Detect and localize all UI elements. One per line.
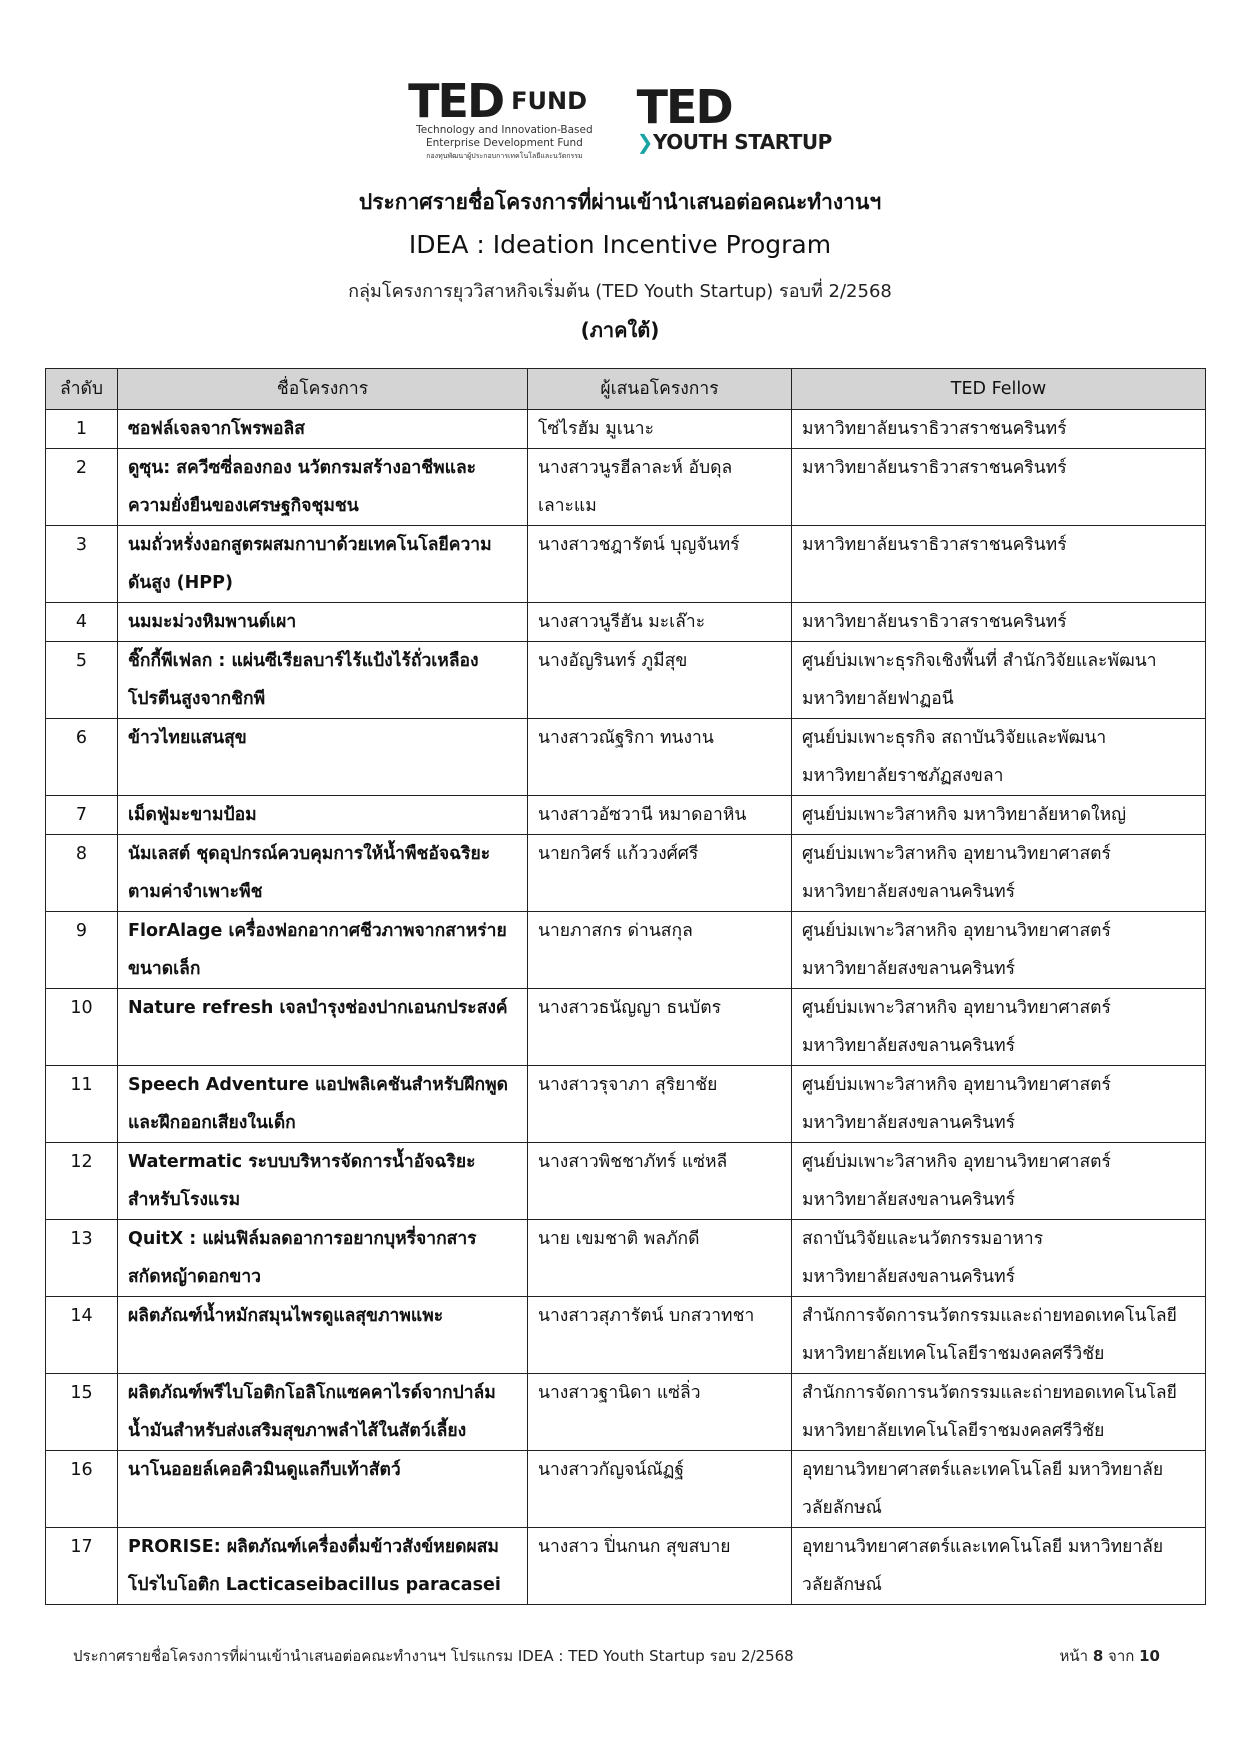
proposer-name-cell [528, 1528, 792, 1605]
proposer-name-line: นายกวิศร์ แก้ววงศ์ศรี [538, 844, 699, 864]
project-name-cell [118, 410, 528, 449]
proposer-name-cell [528, 449, 792, 526]
fellow-institution-line: ศูนย์บ่มเพาะวิสาหกิจ อุทยานวิทยาศาสตร์ [802, 921, 1111, 941]
fellow-institution-line: มหาวิทยาลัยเทคโนโลยีราชมงคลศรีวิชัย [802, 1344, 1105, 1364]
fellow-institution-line: อุทยานวิทยาศาสตร์และเทคโนโลยี มหาวิทยาลัย [802, 1537, 1164, 1557]
project-name-cell [118, 603, 528, 642]
proposer-name-cell [528, 410, 792, 449]
project-name-line: ตามค่าจำเพาะพืช [128, 882, 263, 902]
fellow-institution-line: ศูนย์บ่มเพาะวิสาหกิจ มหาวิทยาลัยหาดใหญ่ [802, 805, 1127, 825]
fellow-institution-cell [792, 1528, 1206, 1605]
fellow-institution-line: วลัยลักษณ์ [802, 1575, 882, 1595]
proposer-name-cell [528, 719, 792, 796]
fellow-institution-line: อุทยานวิทยาศาสตร์และเทคโนโลยี มหาวิทยาลัย [802, 1460, 1164, 1480]
project-name-line: QuitX : แผ่นฟิล์มลดอาการอยากบุหรี่จากสาร [128, 1229, 477, 1249]
fellow-institution-cell [792, 1374, 1206, 1451]
table-row [46, 1143, 1206, 1220]
fellow-institution-cell [792, 989, 1206, 1066]
fellow-institution-line: มหาวิทยาลัยเทคโนโลยีราชมงคลศรีวิชัย [802, 1421, 1105, 1441]
table-row [46, 603, 1206, 642]
table-row [46, 796, 1206, 835]
project-name-line: ขนาดเล็ก [128, 959, 201, 979]
proposer-name-cell [528, 1297, 792, 1374]
project-name-cell [118, 1066, 528, 1143]
fellow-institution-line: มหาวิทยาลัยสงขลานครินทร์ [802, 1036, 1016, 1056]
proposer-name-line: เลาะแม [538, 496, 597, 516]
page-indicator [1059, 1644, 1160, 1668]
ted-fund-word: FUND [511, 87, 588, 115]
table-row [46, 835, 1206, 912]
proposer-name-cell [528, 1451, 792, 1528]
column-header-proposer: ผู้เสนอโครงการ [528, 369, 792, 410]
proposer-name-line: นางสาวณัฐริกา ทนงาน [538, 728, 714, 748]
project-name-line: Watermatic ระบบบริหารจัดการน้ำอัจฉริยะ [128, 1152, 476, 1172]
page-total: 10 [1139, 1647, 1160, 1665]
proposer-name-line: นางสาวนูรฮีลาละห์ อับดุล [538, 458, 733, 478]
project-name-cell [118, 989, 528, 1066]
fellow-institution-line: ศูนย์บ่มเพาะวิสาหกิจ อุทยานวิทยาศาสตร์ [802, 998, 1111, 1018]
fellow-institution-line: มหาวิทยาลัยสงขลานครินทร์ [802, 959, 1016, 979]
fellow-institution-cell [792, 642, 1206, 719]
fellow-institution-line: สถาบันวิจัยและนวัตกรรมอาหาร [802, 1229, 1044, 1249]
ted-fund-logo [408, 74, 593, 163]
proposer-name-cell [528, 1143, 792, 1220]
table-row [46, 1297, 1206, 1374]
project-name-line: ชิ๊กกี้พีเฟลก : แผ่นซีเรียลบาร์ไร้แป้งไร้ถั่วเหลือง [128, 651, 479, 671]
project-name-cell [118, 1220, 528, 1297]
fellow-institution-cell [792, 1297, 1206, 1374]
project-name-line: นมถั่วหรั่งงอกสูตรผสมกาบาด้วยเทคโนโลยีความ [128, 535, 492, 555]
ted-youth-startup-logo [636, 80, 832, 154]
projects-table [45, 368, 1206, 1605]
proposer-name-line: นางสาว ปิ่นกนก สุขสบาย [538, 1537, 731, 1557]
table-row [46, 1220, 1206, 1297]
project-name-line: สำหรับโรงแรม [128, 1190, 241, 1210]
project-name-line: ความยั่งยืนของเศรษฐกิจชุมชน [128, 496, 359, 516]
announcement-title: ประกาศรายชื่อโครงการที่ผ่านเข้านำเสนอต่อคณะทำงานฯ [358, 190, 882, 214]
fellow-institution-line: มหาวิทยาลัยนราธิวาสราชนครินทร์ [802, 612, 1067, 632]
fellow-institution-line: มหาวิทยาลัยสงขลานครินทร์ [802, 1267, 1016, 1287]
project-name-line: นาโนออยล์เคอคิวมินดูแลกีบเท้าสัตว์ [128, 1460, 401, 1480]
proposer-name-line: นางสาวฐานิดา แซ่ลิ่ว [538, 1383, 701, 1403]
table-row [46, 912, 1206, 989]
row-number: 10 [46, 989, 118, 1066]
row-number: 4 [46, 603, 118, 642]
fellow-institution-line: ศูนย์บ่มเพาะวิสาหกิจ อุทยานวิทยาศาสตร์ [802, 844, 1111, 864]
proposer-name-line: นางสาวรุจาภา สุริยาชัย [538, 1075, 718, 1095]
project-name-line: ดันสูง (HPP) [128, 573, 233, 593]
table-row [46, 1528, 1206, 1605]
row-number: 14 [46, 1297, 118, 1374]
proposer-name-cell [528, 912, 792, 989]
row-number: 8 [46, 835, 118, 912]
fellow-institution-cell [792, 603, 1206, 642]
fellow-institution-line: มหาวิทยาลัยสงขลานครินทร์ [802, 882, 1016, 902]
fellow-institution-line: มหาวิทยาลัยนราธิวาสราชนครินทร์ [802, 535, 1067, 555]
fellow-institution-line: มหาวิทยาลัยสงขลานครินทร์ [802, 1190, 1016, 1210]
row-number: 6 [46, 719, 118, 796]
project-name-line: โปรตีนสูงจากชิกพี [128, 689, 266, 709]
table-row [46, 989, 1206, 1066]
project-name-line: ดูซุน: สควีซซี่ลองกอง นวัตกรมสร้างอาชีพและ [128, 458, 477, 478]
proposer-name-line: นางสาวชฎารัตน์ บุญจันทร์ [538, 535, 740, 555]
fellow-institution-cell [792, 912, 1206, 989]
fellow-institution-line: มหาวิทยาลัยนราธิวาสราชนครินทร์ [802, 458, 1067, 478]
project-name-line: Speech Adventure แอปพลิเคชันสำหรับฝึกพูด [128, 1075, 509, 1095]
fellow-institution-cell [792, 835, 1206, 912]
fellow-institution-line: วลัยลักษณ์ [802, 1498, 882, 1518]
ted-youth-word: YOUTH STARTUP [652, 130, 832, 154]
ted-fund-sub-3: กองทุนพัฒนาผู้ประกอบการเทคโนโลยีและนวัตกรรม [426, 152, 583, 160]
fellow-institution-line: มหาวิทยาลัยราชภัฏสงขลา [802, 766, 1004, 786]
fellow-institution-cell [792, 796, 1206, 835]
fellow-institution-line: ศูนย์บ่มเพาะวิสาหกิจ อุทยานวิทยาศาสตร์ [802, 1075, 1111, 1095]
project-name-line: โปรไบโอติก Lacticaseibacillus paracasei [128, 1575, 501, 1595]
proposer-name-cell [528, 526, 792, 603]
column-header-fellow: TED Fellow [792, 369, 1206, 410]
proposer-name-cell [528, 835, 792, 912]
fellow-institution-line: ศูนย์บ่มเพาะธุรกิจเชิงพื้นที่ สำนักวิจัยและพัฒนา [802, 651, 1157, 671]
fellow-institution-line: สำนักการจัดการนวัตกรรมและถ่ายทอดเทคโนโลยี [802, 1306, 1177, 1326]
project-name-line: Nature refresh เจลบำรุงช่องปากเอนกประสงค์ [128, 998, 508, 1018]
table-row [46, 526, 1206, 603]
fellow-institution-cell [792, 410, 1206, 449]
project-name-line: สกัดหญ้าดอกขาว [128, 1267, 262, 1287]
proposer-name-line: นางอัญรินทร์ ภูมีสุข [538, 651, 688, 671]
project-name-cell [118, 719, 528, 796]
ted-fund-sub-1: Technology and Innovation-Based [416, 124, 593, 136]
project-name-line: ผลิตภัณฑ์พรีไบโอติกโอลิโกแซคคาไรด์จากปาล์ม [128, 1383, 496, 1403]
ted-fund-mark: TED [408, 74, 504, 128]
row-number: 11 [46, 1066, 118, 1143]
project-name-line: นมมะม่วงหิมพานต์เผา [128, 612, 297, 632]
project-name-line: น้ำมันสำหรับส่งเสริมสุขภาพลำไส้ในสัตว์เลี้ยง [128, 1421, 467, 1441]
row-number: 9 [46, 912, 118, 989]
row-number: 7 [46, 796, 118, 835]
project-name-cell [118, 796, 528, 835]
project-name-line: ซอฟล์เจลจากโพรพอลิส [128, 419, 305, 439]
column-header-no: ลำดับ [46, 369, 118, 410]
proposer-name-cell [528, 989, 792, 1066]
table-row [46, 719, 1206, 796]
proposer-name-line: นางสาวอัซวานี หมาดอาหิน [538, 805, 747, 825]
ted-youth-mark: TED [636, 80, 732, 134]
row-number: 12 [46, 1143, 118, 1220]
row-number: 2 [46, 449, 118, 526]
page-number: 8 [1092, 1647, 1104, 1665]
table-row [46, 1451, 1206, 1528]
project-name-line: PRORISE: ผลิตภัณฑ์เครื่องดื่มข้าวสังข์หยดผสม [128, 1537, 499, 1557]
group-subtitle: กลุ่มโครงการยุววิสาหกิจเริ่มต้น (TED Youth Startup) รอบที่ 2/2568 [348, 281, 892, 302]
project-name-line: ข้าวไทยแสนสุข [128, 728, 247, 748]
project-name-line: FlorAlage เครื่องฟอกอากาศชีวภาพจากสาหร่าย [128, 921, 507, 941]
proposer-name-line: นางสาวสุภารัตน์ บกสวาทชา [538, 1306, 755, 1326]
proposer-name-line: นายภาสกร ด่านสกุล [538, 921, 693, 941]
proposer-name-line: นางสาวนูรีฮัน มะเล๊าะ [538, 612, 706, 632]
proposer-name-line: นางสาวธนัญญา ธนบัตร [538, 998, 722, 1018]
project-name-cell [118, 835, 528, 912]
project-name-line: และฝึกออกเสียงในเด็ก [128, 1113, 296, 1133]
fellow-institution-cell [792, 719, 1206, 796]
row-number: 15 [46, 1374, 118, 1451]
page-prefix: หน้า [1059, 1647, 1089, 1665]
fellow-institution-line: ศูนย์บ่มเพาะวิสาหกิจ อุทยานวิทยาศาสตร์ [802, 1152, 1111, 1172]
fellow-institution-cell [792, 449, 1206, 526]
fellow-institution-cell [792, 1066, 1206, 1143]
project-name-line: นัมเลสต์ ชุดอุปกรณ์ควบคุมการให้น้ำพืชอัจฉริยะ [128, 844, 491, 864]
row-number: 16 [46, 1451, 118, 1528]
proposer-name-cell [528, 642, 792, 719]
table-row [46, 1066, 1206, 1143]
project-name-cell [118, 1451, 528, 1528]
region-label: (ภาคใต้) [580, 318, 660, 342]
proposer-name-cell [528, 1220, 792, 1297]
project-name-cell [118, 1528, 528, 1605]
row-number: 17 [46, 1528, 118, 1605]
row-number: 1 [46, 410, 118, 449]
table-body [46, 410, 1206, 1605]
fellow-institution-line: มหาวิทยาลัยสงขลานครินทร์ [802, 1113, 1016, 1133]
column-header-project: ชื่อโครงการ [118, 369, 528, 410]
proposer-name-line: นางสาวพิชชาภัทร์ แซ่หลี [538, 1152, 728, 1172]
project-name-cell [118, 526, 528, 603]
row-number: 5 [46, 642, 118, 719]
proposer-name-cell [528, 1374, 792, 1451]
fellow-institution-line: ศูนย์บ่มเพาะธุรกิจ สถาบันวิจัยและพัฒนา [802, 728, 1107, 748]
table-header-row [46, 369, 1206, 410]
project-name-cell [118, 1297, 528, 1374]
proposer-name-line: นาย เขมชาติ พลภักดี [538, 1229, 700, 1249]
fellow-institution-cell [792, 526, 1206, 603]
project-name-cell [118, 1143, 528, 1220]
fellow-institution-line: มหาวิทยาลัยฟาฏอนี [802, 689, 954, 709]
table-row [46, 1374, 1206, 1451]
project-name-cell [118, 642, 528, 719]
fellow-institution-cell [792, 1451, 1206, 1528]
proposer-name-cell [528, 1066, 792, 1143]
proposer-name-line: นางสาวกัญจน์ณัฏฐ์ [538, 1460, 685, 1480]
fellow-institution-cell [792, 1143, 1206, 1220]
row-number: 3 [46, 526, 118, 603]
table-row [46, 449, 1206, 526]
table-row [46, 410, 1206, 449]
proposer-name-cell [528, 603, 792, 642]
table-row [46, 642, 1206, 719]
footer-caption: ประกาศรายชื่อโครงการที่ผ่านเข้านำเสนอต่อคณะทำงานฯ โปรแกรม IDEA : TED Youth Startup รอบ 2/2568 [73, 1647, 794, 1665]
fellow-institution-line: มหาวิทยาลัยนราธิวาสราชนครินทร์ [802, 419, 1067, 439]
logo-bar [0, 74, 1240, 163]
project-name-line: ผลิตภัณฑ์น้ำหมักสมุนไพรดูแลสุขภาพแพะ [128, 1306, 444, 1326]
project-name-line: เม็ดฟู่มะขามป้อม [128, 805, 257, 825]
project-name-cell [118, 912, 528, 989]
chevron-right-icon: ❯ [636, 130, 653, 154]
fellow-institution-cell [792, 1220, 1206, 1297]
fellow-institution-line: สำนักการจัดการนวัตกรรมและถ่ายทอดเทคโนโลยี [802, 1383, 1177, 1403]
ted-fund-sub-2: Enterprise Development Fund [426, 137, 583, 149]
project-name-cell [118, 1374, 528, 1451]
row-number: 13 [46, 1220, 118, 1297]
proposer-name-cell [528, 796, 792, 835]
project-name-cell [118, 449, 528, 526]
page-of: จาก [1108, 1647, 1135, 1665]
proposer-name-line: โซ่ไรฮัม มูเนาะ [538, 419, 654, 439]
program-title: IDEA : Ideation Incentive Program [408, 230, 832, 259]
